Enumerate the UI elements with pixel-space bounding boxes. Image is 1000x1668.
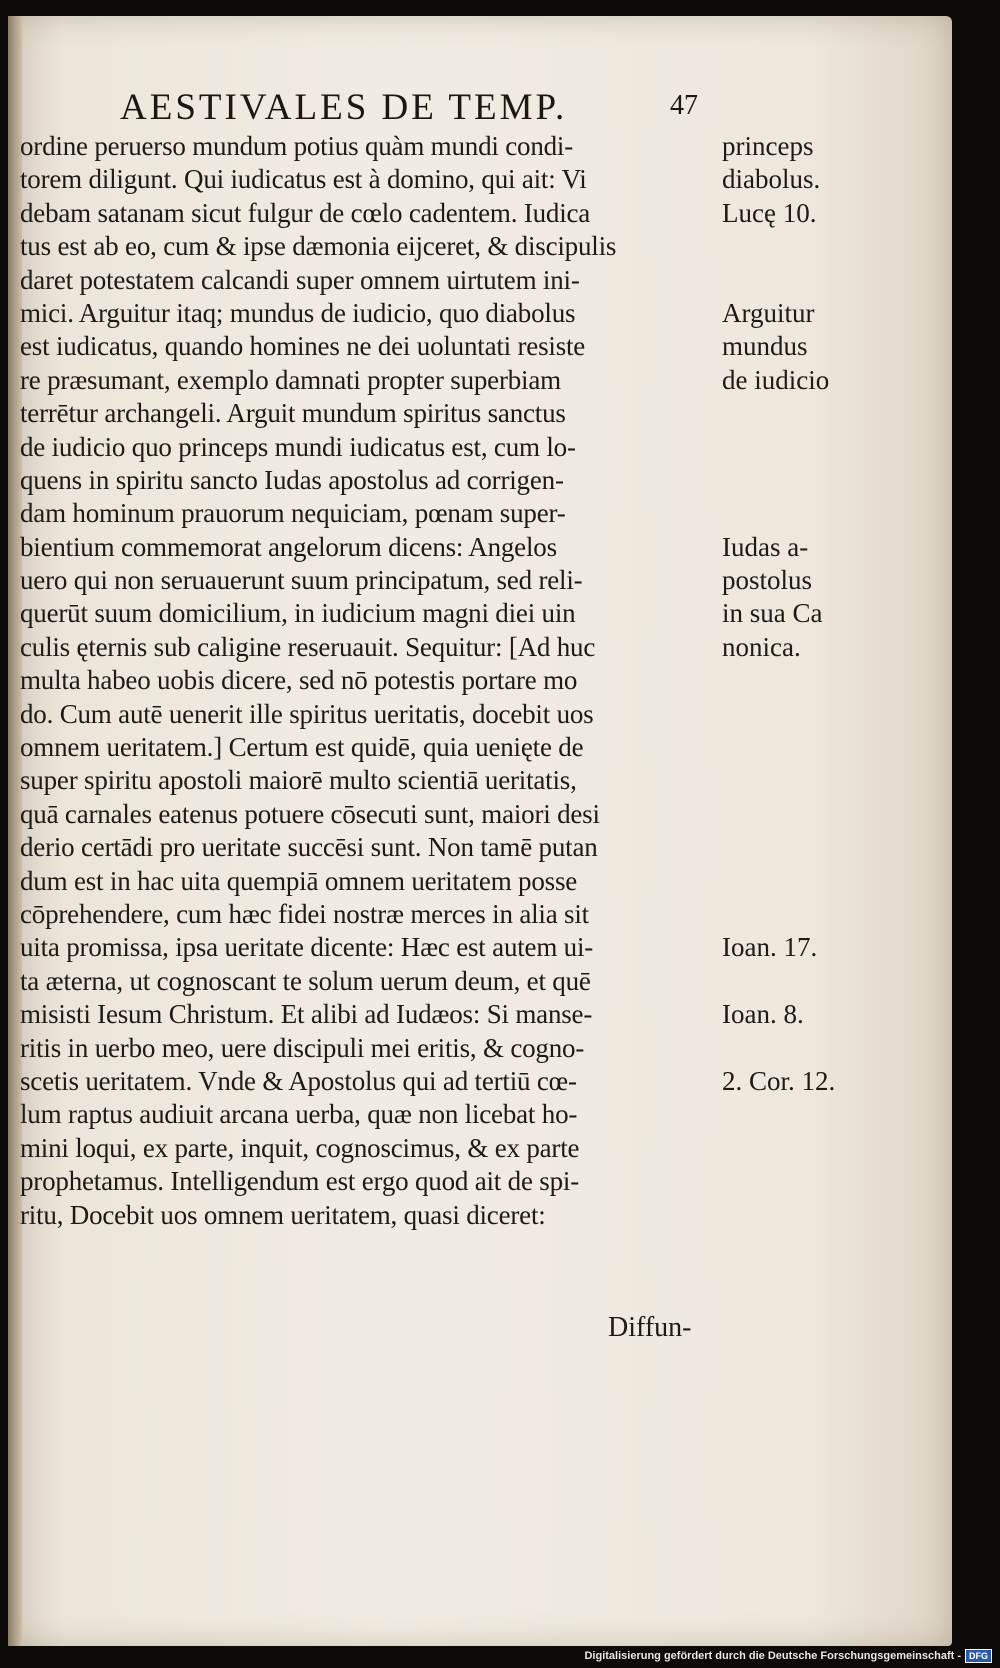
text-line: derio certādi pro ueritate succēsi sunt. Non tamē putan bbox=[20, 832, 598, 863]
text-line: dum est in hac uita quempiā omnem ueritatem posse bbox=[20, 865, 578, 896]
marginal-note: mundus bbox=[722, 331, 808, 362]
margin-spacer bbox=[722, 898, 835, 931]
main-text-column bbox=[20, 130, 710, 1232]
marginal-note: nonica. bbox=[722, 631, 801, 662]
text-line: torem diligunt. Qui iudicatus est à domino, qui ait: Vi bbox=[20, 164, 587, 195]
text-line: do. Cum autē uenerit ille spiritus ueritatis, docebit uos bbox=[20, 698, 594, 729]
text-line: multa habeo uobis dicere, sed nō potestis portare mo bbox=[20, 665, 578, 696]
digitization-footer bbox=[584, 1646, 992, 1666]
text-line: mini loqui, ex parte, inquit, cognoscimus, & ex parte bbox=[20, 1132, 580, 1163]
text-line: tus est ab eo, cum & ipse dæmonia eijceret, & discipulis bbox=[20, 231, 617, 262]
margin-spacer bbox=[722, 865, 835, 898]
text-line: ta æterna, ut cognoscant te solum uerum deum, et quē bbox=[20, 965, 591, 996]
marginal-note: Lucę 10. bbox=[722, 197, 817, 228]
marginal-note: Ioan. 8. bbox=[722, 999, 804, 1030]
marginal-note: postolus bbox=[722, 565, 813, 596]
marginal-note: de iudicio bbox=[722, 364, 830, 395]
dfg-logo-icon: DFG bbox=[965, 1649, 992, 1663]
margin-spacer bbox=[722, 1032, 835, 1065]
text-line: cōprehendere, cum hæc fidei nostræ merces in alia sit bbox=[20, 898, 589, 929]
page-number: 47 bbox=[670, 90, 698, 121]
text-line: terrētur archangeli. Arguit mundum spiritus sanctus bbox=[20, 398, 566, 429]
text-line: mici. Arguitur itaq; mundus de iudicio, quo diabolus bbox=[20, 297, 576, 328]
text-line: ritis in uerbo meo, uere discipuli mei eritis, & cogno- bbox=[20, 1032, 585, 1063]
margin-spacer bbox=[722, 965, 835, 998]
text-line: ordine peruerso mundum potius quàm mundi condi- bbox=[20, 131, 574, 161]
text-line: prophetamus. Intelligendum est ergo quod ait de spi- bbox=[20, 1166, 579, 1197]
marginal-note: princeps bbox=[722, 131, 814, 161]
margin-spacer bbox=[722, 464, 835, 497]
text-line: daret potestatem calcandi super omnem uirtutem ini- bbox=[20, 264, 580, 295]
text-line: debam satanam sicut fulgur de cœlo cadentem. Iudica bbox=[20, 197, 591, 228]
footer-credit: Digitalisierung gefördert durch die Deutsche Forschungsgemeinschaft - bbox=[584, 1650, 961, 1662]
marginal-note: Iudas a- bbox=[722, 531, 809, 562]
text-line: uita promissa, ipsa ueritate dicente: Hæc est autem ui- bbox=[20, 932, 594, 963]
margin-spacer bbox=[722, 698, 835, 731]
text-line: ritu, Docebit uos omnem ueritatem, quasi diceret: bbox=[20, 1199, 546, 1230]
text-line: querūt suum domicilium, in iudicium magni diei uin bbox=[20, 598, 576, 629]
margin-spacer bbox=[722, 664, 835, 697]
text-line: uero qui non seruauerunt suum principatum, sed reli- bbox=[20, 565, 583, 596]
text-line: misisti Iesum Christum. Et alibi ad Iudæos: Si manse- bbox=[20, 999, 593, 1030]
text-line: bientium commemorat angelorum dicens: Angelos bbox=[20, 531, 557, 562]
text-line: dam hominum prauorum nequiciam, pœnam super- bbox=[20, 498, 566, 529]
margin-spacer bbox=[722, 497, 835, 530]
marginal-note: diabolus. bbox=[722, 164, 821, 195]
text-line: super spiritu apostoli maiorē multo scientiā ueritatis, bbox=[20, 765, 577, 796]
text-line: culis ęternis sub caligine reseruauit. Sequitur: [Ad huc bbox=[20, 631, 596, 662]
margin-spacer bbox=[722, 831, 835, 864]
margin-spacer bbox=[722, 397, 835, 430]
text-line: omnem ueritatem.] Certum est quidē, quia uenięte de bbox=[20, 732, 584, 763]
margin-spacer bbox=[722, 431, 835, 464]
text-line: quā carnales eatenus potuere cōsecuti sunt, maiori desi bbox=[20, 798, 600, 829]
marginal-note: Ioan. 17. bbox=[722, 932, 818, 963]
text-line: quens in spiritu sancto Iudas apostolus ad corrigen- bbox=[20, 464, 564, 495]
margin-spacer bbox=[722, 230, 835, 263]
text-line: lum raptus audiuit arcana uerba, quæ non licebat ho- bbox=[20, 1099, 578, 1130]
text-line: re præsumant, exemplo damnati propter superbiam bbox=[20, 364, 561, 395]
marginal-note: 2. Cor. 12. bbox=[722, 1065, 836, 1096]
marginal-notes bbox=[722, 130, 835, 1098]
marginal-note: in sua Ca bbox=[722, 598, 823, 629]
margin-spacer bbox=[722, 798, 835, 831]
text-line: de iudicio quo princeps mundi iudicatus est, cum lo- bbox=[20, 431, 576, 462]
margin-spacer bbox=[722, 731, 835, 764]
running-title: AESTIVALES DE TEMP. bbox=[120, 87, 568, 128]
margin-spacer bbox=[722, 264, 835, 297]
marginal-note: Arguitur bbox=[722, 297, 815, 328]
text-line: est iudicatus, quando homines ne dei uoluntati resiste bbox=[20, 331, 586, 362]
text-line: scetis ueritatem. Vnde & Apostolus qui ad tertiū cœ- bbox=[20, 1065, 577, 1096]
margin-spacer bbox=[722, 764, 835, 797]
catchword: Diffun- bbox=[608, 1312, 692, 1343]
